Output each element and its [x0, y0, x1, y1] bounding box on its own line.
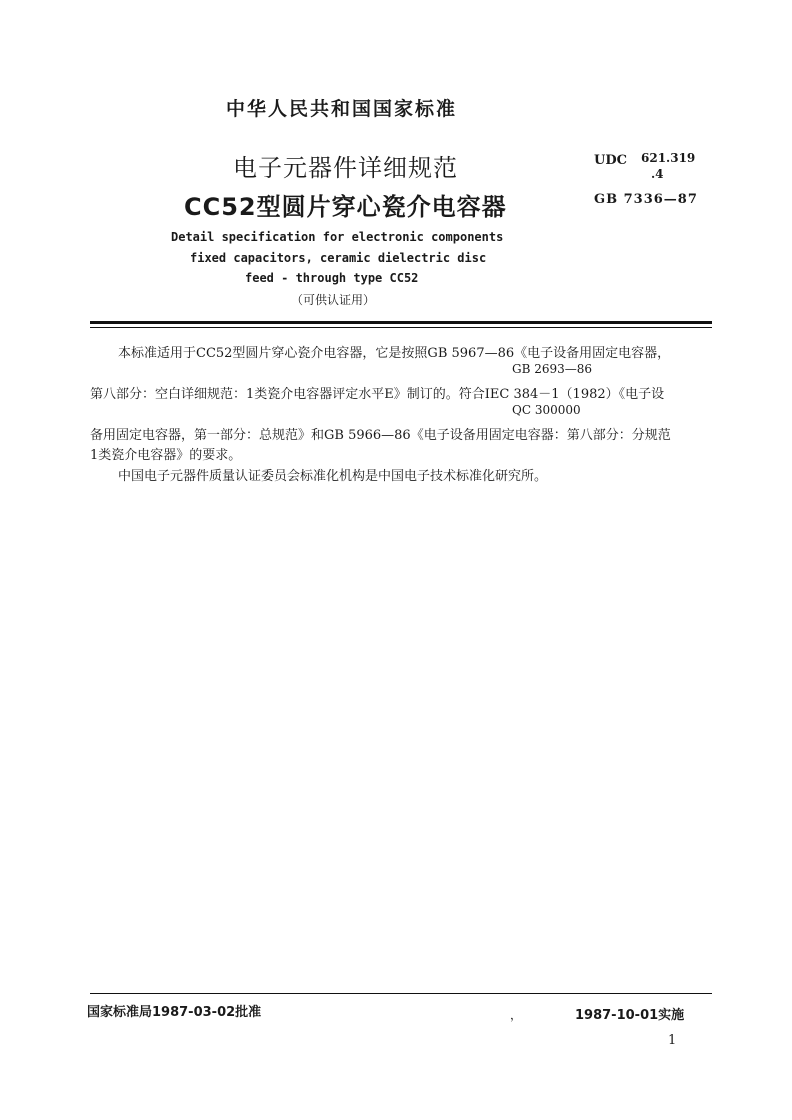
paragraph-1-line-2: 第八部分：空白详细规范：1类瓷介电容器评定水平E》制订的。符合IEC 384－1（1982）《电子设	[90, 387, 665, 402]
page-number: 1	[668, 1033, 677, 1048]
header-divider-thick	[90, 321, 712, 324]
paragraph-1-annotation-2: QC 300000	[512, 403, 581, 417]
paragraph-1-line-3: 备用固定电容器，第一部分：总规范》和GB 5966—86《电子设备用固定电容器：第八部分：分规范	[90, 428, 671, 443]
paragraph-2-line-1: 中国电子元器件质量认证委员会标准化机构是中国电子技术标准化研究所。	[118, 469, 548, 484]
udc-value-suffix: .4	[651, 167, 664, 181]
national-standard-heading: 中华人民共和国国家标准	[226, 98, 458, 120]
title-english-line-3: feed - through type CC52	[245, 271, 419, 285]
title-chinese-line-2: CC52型圆片穿心瓷介电容器	[184, 193, 507, 221]
header-divider-thin	[90, 327, 712, 328]
footer-divider	[90, 993, 712, 994]
title-english-line-1: Detail specification for electronic components	[171, 230, 504, 244]
paragraph-1-line-4: 1类瓷介电容器》的要求。	[90, 448, 242, 463]
title-chinese-line-1: 电子元器件详细规范	[233, 154, 458, 182]
certification-note: （可供认证用）	[291, 293, 376, 307]
approval-date: 国家标准局1987-03-02批准	[87, 1005, 262, 1020]
stray-mark: ，	[510, 1008, 523, 1022]
title-english-line-2: fixed capacitors, ceramic dielectric disc	[190, 251, 487, 265]
paragraph-1-line-1: 本标准适用于CC52型圆片穿心瓷介电容器，它是按照GB 5967—86《电子设备用固定电容器，	[118, 346, 671, 361]
udc-label: UDC	[594, 153, 627, 168]
udc-value: 621.319	[641, 151, 696, 165]
paragraph-1-annotation-1: GB 2693—86	[512, 362, 593, 376]
implementation-date: 1987-10-01实施	[575, 1008, 685, 1023]
standard-number: GB 7336—87	[594, 192, 698, 207]
